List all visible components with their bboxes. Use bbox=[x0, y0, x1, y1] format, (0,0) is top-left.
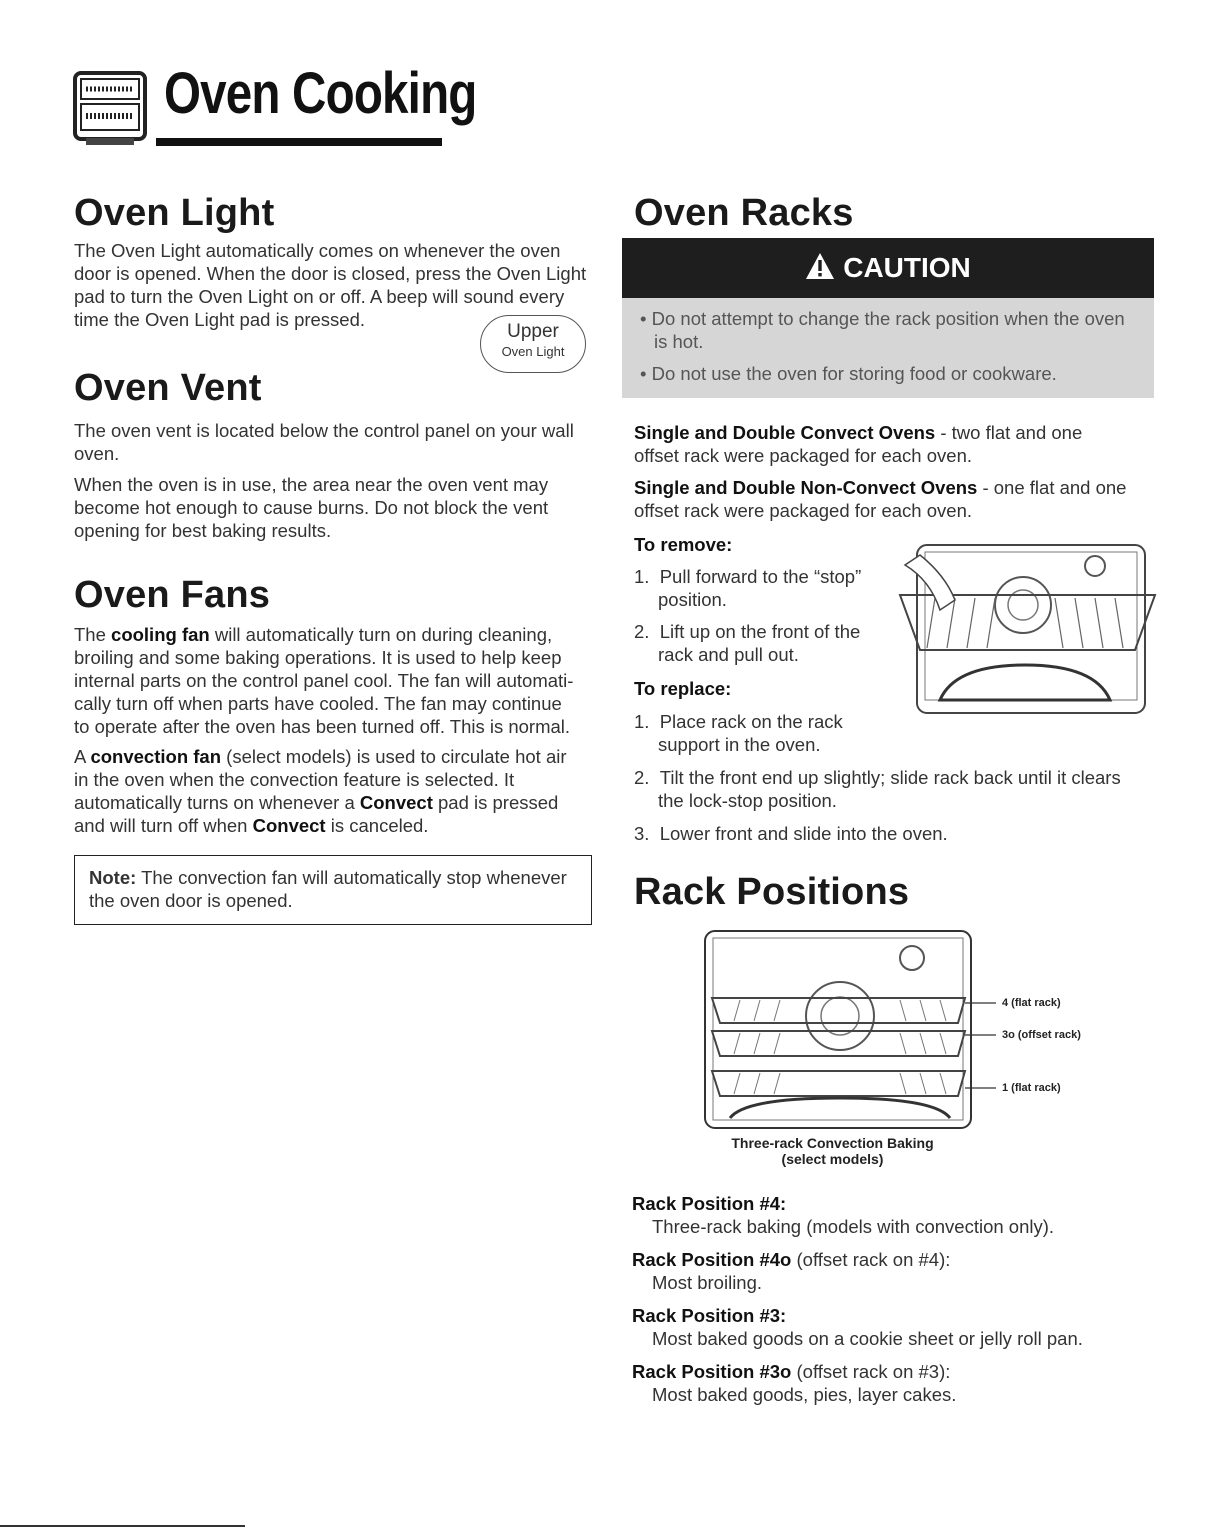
note-box bbox=[74, 855, 592, 925]
step-text: Lower front and slide into the oven. bbox=[659, 823, 948, 844]
fans-text: (select models) is used to circulate hot air bbox=[221, 746, 567, 767]
vent-line: The oven vent is located below the control panel on your wall bbox=[74, 420, 574, 441]
convect-ovens-term: Single and Double Convect Ovens bbox=[634, 422, 936, 443]
figure-caption bbox=[700, 1135, 965, 1167]
replace-step bbox=[634, 710, 843, 756]
caution-text: Do not attempt to change the rack position when the oven bbox=[651, 308, 1125, 329]
fans-text: automatically turns on whenever a bbox=[74, 792, 360, 813]
caution-text: Do not use the oven for storing food or cookware. bbox=[651, 363, 1057, 384]
rack-positions-illustration bbox=[700, 928, 1000, 1133]
figure-caption-line: Three-rack Convection Baking bbox=[731, 1135, 934, 1151]
remove-title: To remove: bbox=[634, 534, 733, 555]
caution-item bbox=[640, 307, 1125, 353]
caution-banner bbox=[622, 238, 1154, 298]
note-text: The convection fan will automatically stop whenever bbox=[136, 867, 567, 888]
fans-text: internal parts on the control panel cool. The fan will automati- bbox=[74, 670, 574, 691]
racks-text: offset rack were packaged for each oven. bbox=[634, 500, 972, 521]
vent-line: oven. bbox=[74, 443, 120, 464]
replace-heading bbox=[634, 677, 731, 700]
rack-position-item bbox=[632, 1192, 1054, 1238]
rack-position-note: (offset rack on #3): bbox=[791, 1361, 951, 1382]
caution-title: CAUTION bbox=[843, 252, 971, 283]
oven-rack-removal-illustration bbox=[895, 540, 1160, 718]
bullet: • bbox=[640, 363, 652, 384]
rack-position-item bbox=[632, 1360, 956, 1406]
upper-oven-light-pad bbox=[480, 315, 586, 373]
oven-fans-para-1 bbox=[74, 623, 573, 738]
step-text: support in the oven. bbox=[658, 734, 821, 755]
step-num: 2. bbox=[634, 621, 650, 642]
racks-text: offset rack were packaged for each oven. bbox=[634, 445, 972, 466]
convect-term: Convect bbox=[359, 792, 433, 813]
fans-text: A bbox=[74, 746, 91, 767]
rack-position-desc: Three-rack baking (models with convection only). bbox=[652, 1216, 1055, 1237]
note-label: Note: bbox=[89, 867, 137, 888]
fans-text: cally turn off when parts have cooled. The fan may continue bbox=[74, 693, 562, 714]
step-text: Tilt the front end up slightly; slide rack back until it clears bbox=[659, 767, 1121, 788]
step-text: the lock-stop position. bbox=[658, 790, 837, 811]
fans-text: will automatically turn on during cleaning, bbox=[209, 624, 553, 645]
title-underline bbox=[156, 138, 442, 146]
page-title: Oven Cooking bbox=[164, 61, 477, 126]
fans-text: The bbox=[74, 624, 112, 645]
remove-step bbox=[634, 620, 860, 666]
oven-light-line: pad to turn the Oven Light on or off. A beep will sound every bbox=[74, 286, 565, 307]
rack-position-title: Rack Position #3: bbox=[632, 1305, 787, 1326]
vent-line: become hot enough to cause burns. Do not block the vent bbox=[74, 497, 549, 518]
oven-light-line: time the Oven Light pad is pressed. bbox=[74, 309, 366, 330]
rack-label-1: 1 (flat rack) bbox=[1002, 1082, 1061, 1094]
oven-light-line: The Oven Light automatically comes on whenever the oven bbox=[74, 240, 561, 261]
rack-label-3o: 3o (offset rack) bbox=[1002, 1029, 1081, 1041]
rack-position-item bbox=[632, 1304, 1083, 1350]
rack-position-title: Rack Position #4o bbox=[632, 1249, 792, 1270]
rack-position-note: (offset rack on #4): bbox=[791, 1249, 951, 1270]
fans-text: pad is pressed bbox=[432, 792, 559, 813]
rack-positions-heading: Rack Positions bbox=[634, 871, 910, 913]
nonconvect-ovens-para bbox=[634, 476, 1126, 522]
step-text: rack and pull out. bbox=[658, 644, 799, 665]
step-text: Pull forward to the “stop” bbox=[659, 566, 862, 587]
replace-step bbox=[634, 822, 948, 845]
fans-text: in the oven when the convection feature is selected. It bbox=[74, 769, 515, 790]
oven-light-heading: Oven Light bbox=[74, 192, 275, 234]
convect-term: Convect bbox=[252, 815, 326, 836]
remove-heading bbox=[634, 533, 732, 556]
convection-fan-term: convection fan bbox=[90, 746, 222, 767]
rack-position-desc: Most baked goods, pies, layer cakes. bbox=[652, 1384, 957, 1405]
step-num: 3. bbox=[634, 823, 650, 844]
oven-fans-para-2 bbox=[74, 745, 567, 837]
nonconvect-ovens-term: Single and Double Non-Convect Ovens bbox=[634, 477, 978, 498]
replace-step bbox=[634, 766, 1121, 812]
fans-text: and will turn off when bbox=[74, 815, 253, 836]
bullet: • bbox=[640, 308, 652, 329]
oven-light-line: door is opened. When the door is closed, press the Oven Light bbox=[74, 263, 587, 284]
vent-line: When the oven is in use, the area near the oven vent may bbox=[74, 474, 549, 495]
caution-body bbox=[622, 298, 1154, 398]
replace-title: To replace: bbox=[634, 678, 732, 699]
convect-ovens-para bbox=[634, 421, 1082, 467]
racks-text: - one flat and one bbox=[977, 477, 1127, 498]
rack-label-4: 4 (flat rack) bbox=[1002, 997, 1061, 1009]
oven-fans-heading: Oven Fans bbox=[74, 574, 271, 616]
remove-step bbox=[634, 565, 861, 611]
caution-item bbox=[640, 362, 1057, 385]
oven-vent-para-1 bbox=[74, 419, 574, 465]
rack-position-title: Rack Position #4: bbox=[632, 1193, 787, 1214]
oven-racks-heading: Oven Racks bbox=[634, 192, 854, 234]
figure-caption-line: (select models) bbox=[781, 1151, 884, 1167]
footer-rule bbox=[0, 1525, 245, 1527]
step-num: 1. bbox=[634, 566, 650, 587]
fans-text: broiling and some baking operations. It is used to help keep bbox=[74, 647, 562, 668]
step-num: 2. bbox=[634, 767, 650, 788]
oven-vent-heading: Oven Vent bbox=[74, 367, 262, 409]
rack-position-desc: Most broiling. bbox=[652, 1272, 763, 1293]
fans-text: is canceled. bbox=[325, 815, 429, 836]
step-text: Lift up on the front of the bbox=[659, 621, 861, 642]
note-text: the oven door is opened. bbox=[89, 890, 293, 911]
rack-position-item bbox=[632, 1248, 950, 1294]
pad-label-bottom: Oven Light bbox=[501, 344, 565, 359]
vent-line: opening for best baking results. bbox=[74, 520, 332, 541]
cooling-fan-term: cooling fan bbox=[111, 624, 210, 645]
step-text: position. bbox=[658, 589, 727, 610]
caution-text: is hot. bbox=[654, 331, 704, 352]
racks-text: - two flat and one bbox=[935, 422, 1083, 443]
oven-icon bbox=[72, 70, 148, 148]
rack-position-title: Rack Position #3o bbox=[632, 1361, 792, 1382]
warning-icon bbox=[805, 252, 835, 280]
oven-vent-para-2 bbox=[74, 473, 548, 542]
step-num: 1. bbox=[634, 711, 650, 732]
pad-label-top: Upper bbox=[507, 321, 559, 342]
step-text: Place rack on the rack bbox=[659, 711, 843, 732]
rack-position-desc: Most baked goods on a cookie sheet or jelly roll pan. bbox=[652, 1328, 1083, 1349]
fans-text: to operate after the oven has been turned off. This is normal. bbox=[74, 716, 571, 737]
